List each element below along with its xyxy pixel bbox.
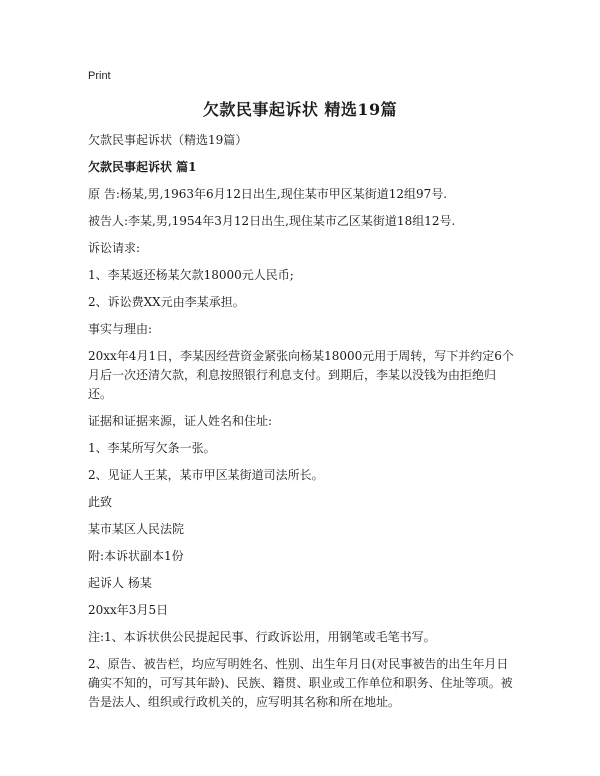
evidence-item-2: 2、见证人王某，某市甲区某街道司法所长。 (88, 468, 324, 482)
evidence-item-1: 1、李某所写欠条一张。 (88, 441, 216, 455)
salutation: 此致 (88, 495, 113, 509)
evidence-heading: 证据和证据来源，证人姓名和住址: (88, 414, 273, 428)
claim-item-2: 2、诉讼费XX元由李某承担。 (88, 295, 245, 309)
page-title: 欠款民事起诉状 精选19篇 (202, 100, 398, 119)
plaintiff-paragraph: 原 告:杨某,男,1963年6月12日出生,现住某市甲区某街道12组97号. (88, 187, 448, 201)
claims-heading: 诉讼请求: (88, 241, 141, 255)
subtitle-paragraph: 欠款民事起诉状（精选19篇） (88, 133, 248, 147)
attachment-note: 附:本诉状副本1份 (88, 549, 184, 563)
facts-paragraph: 20xx年4月1日，李某因经营资金紧张向杨某18000元用于周转，写下并约定6个月后一次还清欠款，利息按照银行利息支付。到期后，李某以没钱为由拒绝归还。 (88, 349, 514, 401)
defendant-paragraph: 被告人:李某,男,1954年3月12日出生,现住某市乙区某街道18组12号. (88, 214, 456, 228)
facts-heading: 事实与理由: (88, 322, 153, 336)
note-item-2: 2、原告、被告栏，均应写明姓名、性别、出生年月日(对民事被告的出生年月日确实不知的，可写其年龄)、民族、籍贯、职业或工作单位和职务、住址等项。被告是法人、组织或行政机关的，应写明其名称和所在地址。 (88, 657, 513, 709)
filing-date: 20xx年3月5日 (88, 603, 169, 617)
print-label: Print (88, 70, 111, 82)
note-item-1: 注:1、本诉状供公民提起民事、行政诉讼用，用钢笔或毛笔书写。 (88, 630, 436, 644)
claim-item-1: 1、李某返还杨某欠款18000元人民币; (88, 268, 294, 282)
plaintiff-signature: 起诉人 杨某 (88, 576, 152, 590)
document-body (88, 131, 518, 720)
court-name: 某市某区人民法院 (88, 522, 185, 536)
section-heading: 欠款民事起诉状 篇1 (88, 160, 197, 174)
